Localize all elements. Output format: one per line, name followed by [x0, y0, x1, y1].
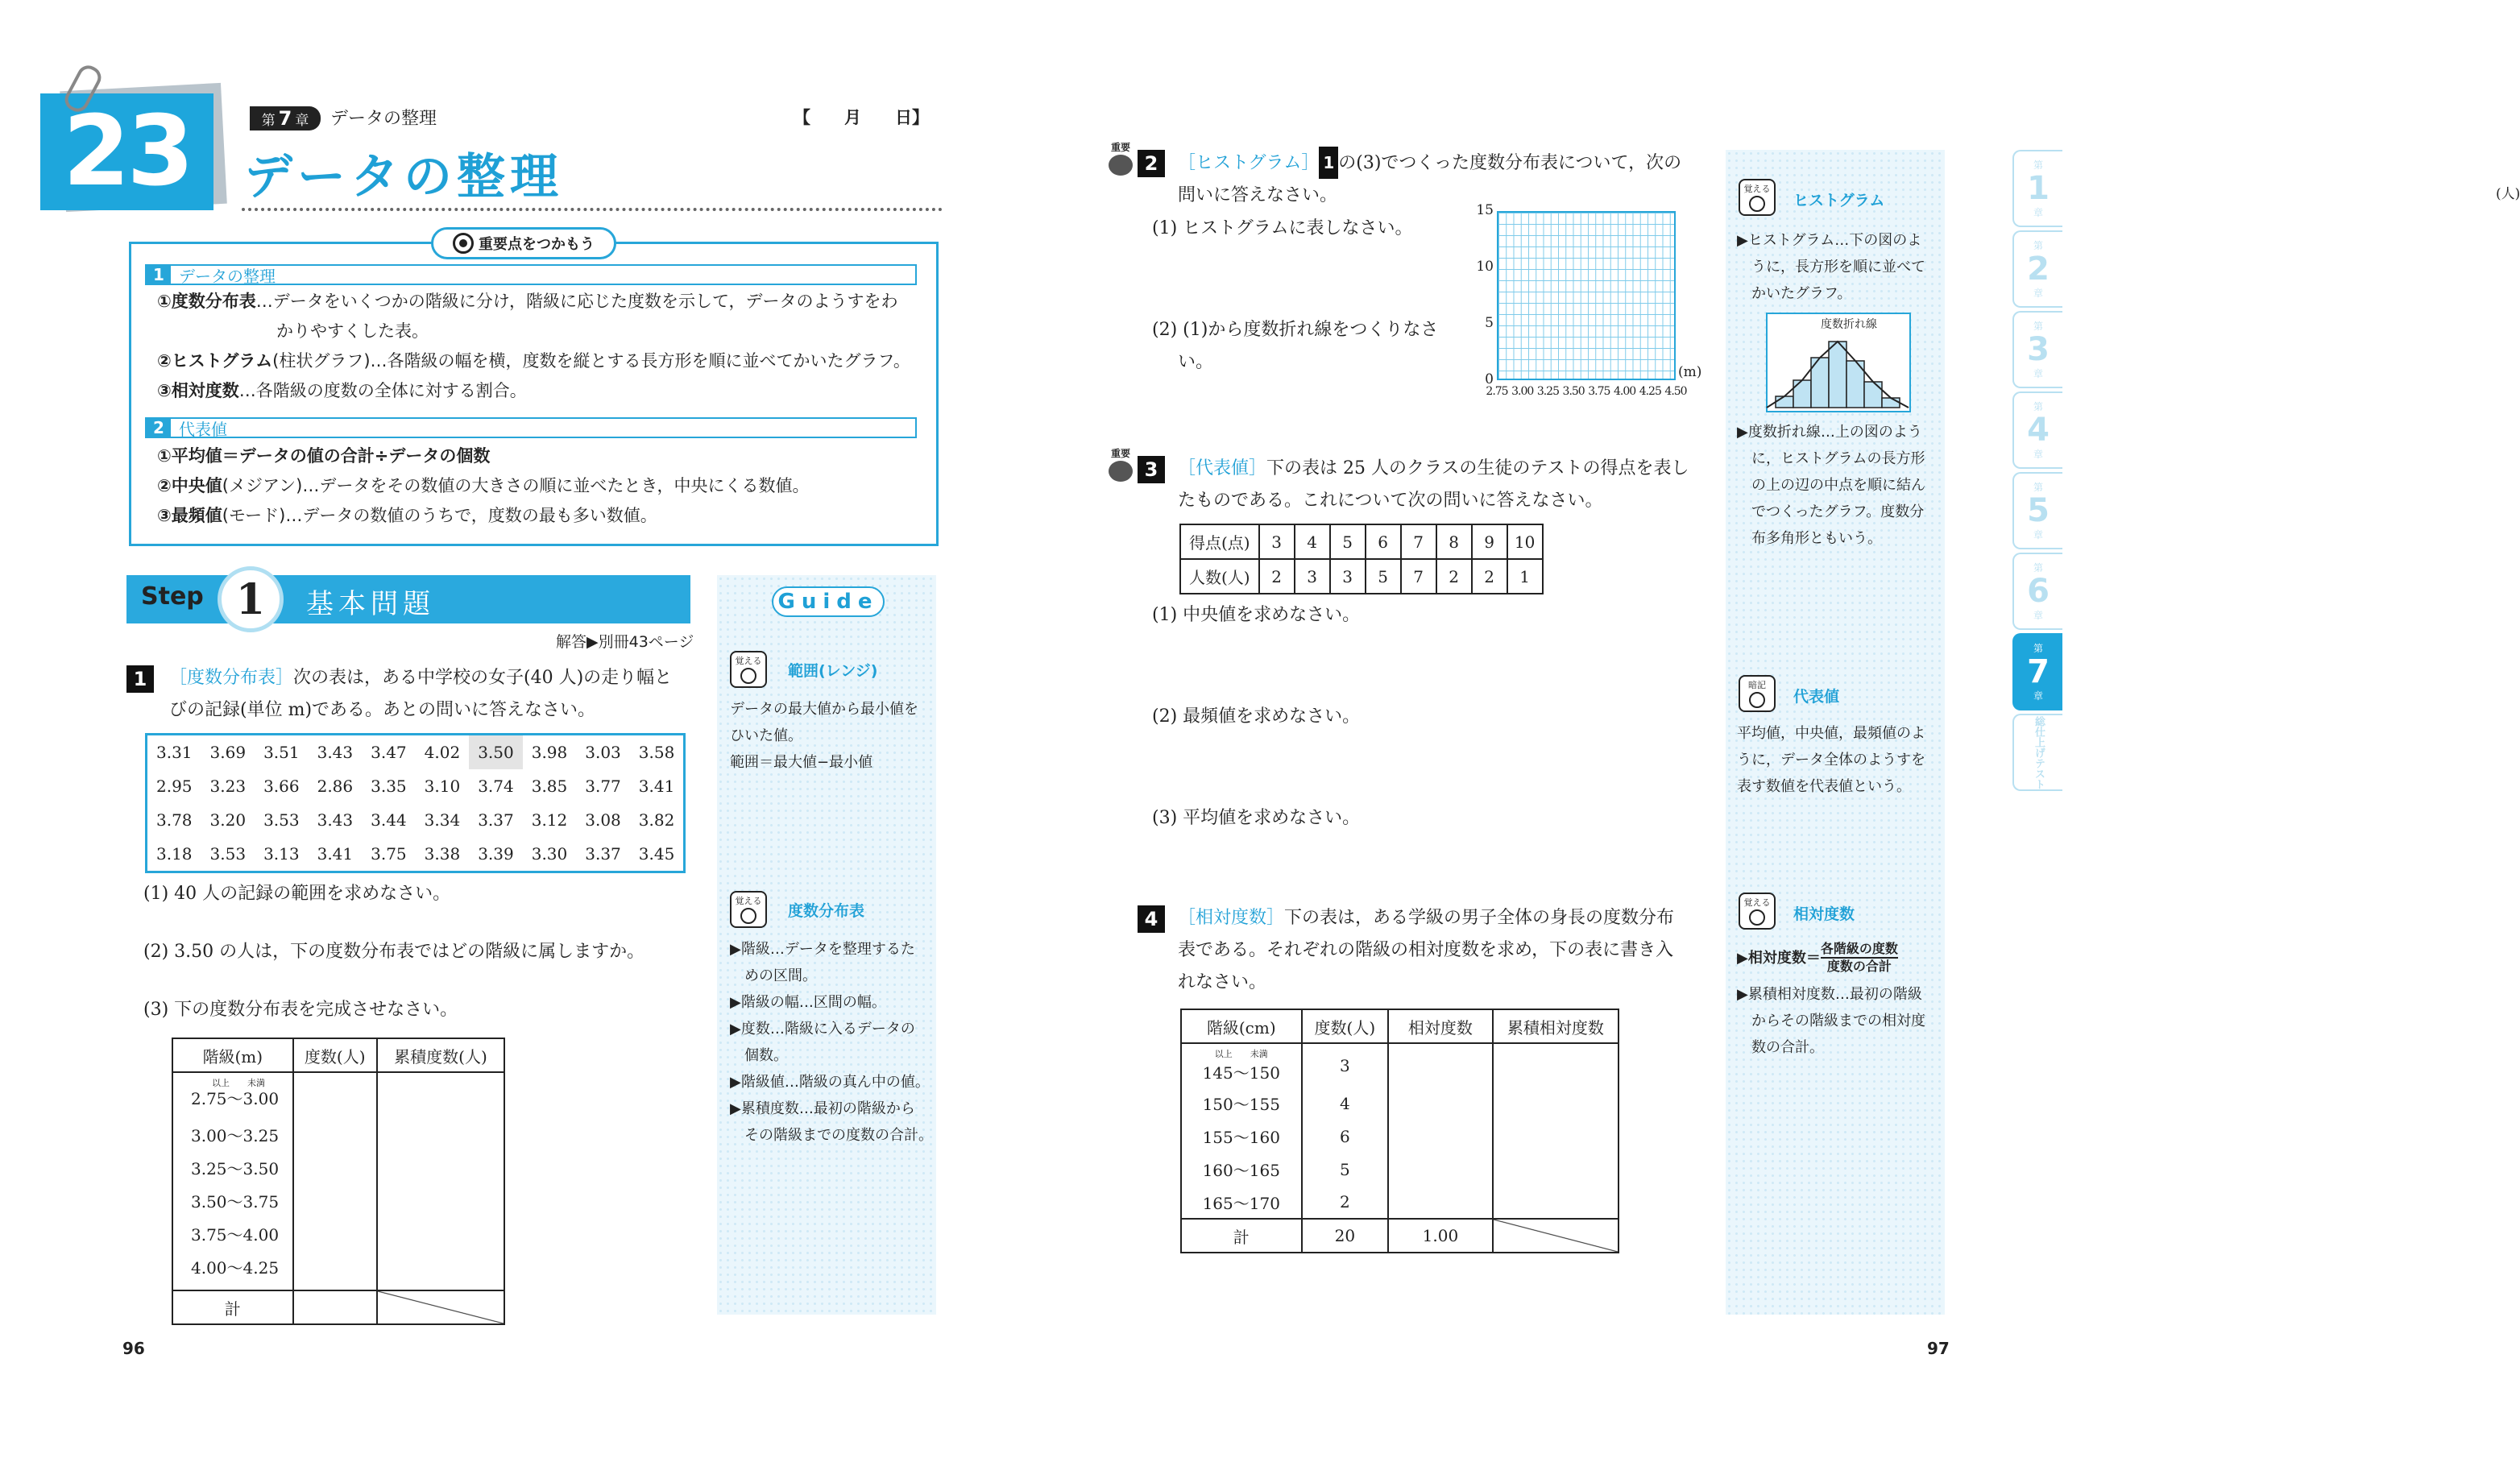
row-label: 人数(人): [1180, 559, 1259, 594]
table-cell: 3.51: [263, 743, 300, 762]
guide-range-head: 範囲(レンジ): [788, 662, 878, 680]
table-cell: 3.39: [478, 844, 514, 864]
section-number: 2: [147, 419, 171, 437]
example-bar: [1882, 398, 1900, 408]
guide-polygon-text: ▶度数折れ線…上の図のよう に，ヒストグラムの長方形 の上の辺の中点を順に結ん でつくったグラフ。度数分 布多角形ともいう。: [1737, 424, 1925, 547]
table-cell: 3.37: [478, 810, 514, 830]
score-cell: 10: [1507, 524, 1543, 559]
memorize-icon: 暗記: [1739, 675, 1776, 712]
table-cell: 3.10: [424, 777, 461, 796]
keypoints-label-text: 重要点をつかもう: [479, 236, 595, 253]
x-tick-label: 3.75: [1588, 385, 1610, 398]
class-interval: 4.00〜4.25: [191, 1258, 280, 1278]
kp-line: ②中央値(メジアン)…データをその数値の大きさの順に並べたとき，中央にくる数値。: [157, 476, 810, 495]
score-cell: 7: [1401, 559, 1436, 594]
table-cell: 3.58: [638, 743, 675, 762]
guide-histogram-text: ▶ヒストグラム…下の図のよ うに，長方形を順に並べて かいたグラフ。: [1737, 232, 1925, 302]
chapter-tab[interactable]: 第 1 章: [2012, 150, 2062, 227]
score-cell: 2: [1472, 559, 1507, 594]
class-interval: 150〜155: [1181, 1087, 1302, 1120]
chapter-tab[interactable]: 第 2 章: [2012, 230, 2062, 308]
page-number: 97: [1927, 1339, 1950, 1358]
guide-range-text: データの最大値から最小値を ひいた値。 範囲＝最大値−最小値: [730, 701, 918, 771]
cumulative-relative-answer-cell[interactable]: [1493, 1087, 1619, 1120]
table-row: [147, 769, 685, 803]
example-bar: [1776, 396, 1793, 408]
table-cell: 3.78: [156, 810, 193, 830]
x-tick-label: 2.75: [1486, 385, 1508, 398]
table-cell: 3.82: [638, 810, 675, 830]
question-1-sub3: (3) 下の度数分布表を完成させなさい。: [143, 1000, 458, 1020]
section-title: データの整理: [179, 266, 276, 286]
score-cell: 4: [1295, 524, 1330, 559]
table-cell: 3.66: [263, 777, 300, 796]
question-3-sub2: (2) 最頻値を求めなさい。: [1152, 706, 1361, 727]
x-tick-label: 4.00: [1613, 385, 1636, 398]
score-cell: 2: [1436, 559, 1472, 594]
memorize-icon: 覚える: [730, 651, 767, 688]
question-2-sub1: (1) ヒストグラムに表しなさい。: [1152, 218, 1413, 238]
total-frequency: 20: [1302, 1219, 1389, 1253]
chapter-tab[interactable]: 第 5 章: [2012, 472, 2062, 549]
score-cell: 5: [1366, 559, 1401, 594]
chapter-title: データの整理: [330, 109, 437, 129]
table-row: [1181, 1043, 1619, 1087]
important-icon: 重要: [1107, 142, 1134, 179]
question-2-text: ［ヒストグラム］ 1 の(3)でつくった度数分布表について，次の 問いに答えなさい。: [1178, 147, 1943, 212]
x-tick-label: 3.50: [1562, 385, 1585, 398]
chapter-badge-prefix: 第: [261, 112, 276, 129]
table-cell: 3.75: [371, 844, 407, 864]
header-class: 階級(cm): [1181, 1009, 1302, 1043]
chapter-badge-number: 7: [278, 107, 292, 130]
guide-freqdist-text: ▶階級…データを整理するた めの区間。 ▶階級の幅…区間の幅。 ▶度数…階級に入るデータの 個数。 ▶階級値…階級の真ん中の値。 ▶累積度数…最初の階級から その階級までの度数の合計。: [730, 941, 933, 1144]
guide-relative-formula: ▶相対度数＝ 各階級の度数 度数の合計: [1737, 941, 1898, 974]
question-number: 3: [1138, 456, 1165, 483]
section-title: 代表値: [179, 419, 227, 439]
table-cell: 3.53: [263, 810, 300, 830]
y-tick-label: 10: [1476, 259, 1494, 275]
chapter-tab[interactable]: 第 3 章: [2012, 311, 2062, 388]
title-divider: [242, 208, 943, 211]
x-axis-label: (m): [1678, 364, 1702, 380]
answer-reference: 解答▶別冊43ページ: [556, 633, 694, 651]
frequency-table: [172, 1038, 505, 1325]
question-3-text: ［代表値］下の表は 25 人のクラスの生徒のテストの得点を表し たものである。これについて次の問いに答えなさい。: [1178, 458, 1689, 511]
class-interval: 3.75〜4.00: [191, 1225, 280, 1245]
score-cell: 7: [1401, 524, 1436, 559]
guide-representative-text: 平均値，中央値，最頻値のよ うに，データ全体のようすを 表す数値を代表値という。: [1737, 725, 1925, 795]
question-3-sub1: (1) 中央値を求めなさい。: [1152, 605, 1361, 625]
step-title: 基本問題: [306, 588, 435, 620]
x-tick-label: 3.00: [1511, 385, 1534, 398]
chapter-tab[interactable]: 総仕上げテスト: [2012, 714, 2062, 791]
lesson-title: データの整理: [244, 149, 563, 205]
question-1-sub1: (1) 40 人の記録の範囲を求めなさい。: [143, 884, 451, 904]
guide-representative-head: 代表値: [1793, 688, 1840, 706]
left-page: [0, 0, 1031, 1458]
table-cell: 3.43: [317, 810, 354, 830]
table-cell: 3.30: [531, 844, 568, 864]
class-interval: 160〜165: [1181, 1153, 1302, 1186]
keypoints-label: [431, 227, 616, 259]
question-number: 2: [1138, 150, 1165, 177]
score-cell: 5: [1330, 524, 1366, 559]
table-cell: 3.47: [371, 743, 407, 762]
total-cumulative-cell: [377, 1290, 504, 1324]
score-cell: 6: [1366, 524, 1401, 559]
table-row: [1181, 1153, 1619, 1186]
question-1-text: ［度数分布表］次の表は，ある中学校の女子(40 人)の走り幅と びの記録(単位 m)である。あとの問いに答えなさい。: [169, 668, 673, 720]
class-list: 以上 未満 2.75〜3.00 3.00〜3.25 3.25〜3.50 3.50〜3.75 3.75〜4.00 4.00〜4.25: [172, 1072, 293, 1290]
frequency-cell: 2: [1302, 1186, 1389, 1219]
table-row: [147, 837, 685, 872]
table-cell: 3.03: [585, 743, 621, 762]
table-cell: 3.35: [371, 777, 407, 796]
jump-record-table: [145, 733, 686, 873]
y-tick-label: 5: [1485, 315, 1494, 331]
question-3-sub3: (3) 平均値を求めなさい。: [1152, 808, 1361, 828]
table-cell: 3.37: [585, 844, 621, 864]
section-head-representative: [145, 417, 917, 438]
example-bar: [1829, 342, 1846, 408]
right-page: [1031, 0, 2520, 1458]
table-cell: 3.50: [469, 735, 523, 770]
question-number: 4: [1138, 905, 1165, 933]
table-cell: 3.74: [478, 777, 514, 796]
table-cell: 3.12: [531, 810, 568, 830]
y-tick-label: 0: [1485, 371, 1494, 387]
frequency-cell: 6: [1302, 1120, 1389, 1153]
lesson-number: 23: [40, 93, 213, 210]
score-cell: 8: [1436, 524, 1472, 559]
x-tick-label: 4.50: [1664, 385, 1687, 398]
x-tick-label: 4.25: [1639, 385, 1661, 398]
score-table: [1179, 524, 1544, 594]
table-cell: 3.13: [263, 844, 300, 864]
section-number: 1: [147, 266, 171, 284]
table-row: [1181, 1120, 1619, 1153]
chapter-tab[interactable]: 第 4 章: [2012, 391, 2062, 469]
chapter-tab[interactable]: 第 6 章: [2012, 553, 2062, 630]
section1-lines: [157, 287, 930, 406]
header-class: 階級(m): [172, 1038, 293, 1072]
table-cell: 3.18: [156, 844, 193, 864]
cumulative-relative-answer-cell[interactable]: [1493, 1186, 1619, 1219]
table-row: [147, 735, 685, 770]
important-icon: 重要: [1107, 448, 1134, 485]
y-axis-label: (人): [2496, 186, 2520, 202]
x-tick-label: 3.25: [1536, 385, 1559, 398]
figure-label: 度数折れ線: [1821, 316, 1877, 332]
date-box: 【 月 日】: [794, 108, 929, 127]
table-cell: 3.20: [209, 810, 247, 830]
section2-lines: [157, 441, 930, 531]
frequency-cell: 4: [1302, 1087, 1389, 1120]
table-cell: 3.41: [638, 777, 675, 796]
question-number: 1: [126, 665, 154, 693]
relative-answer-cell[interactable]: [1388, 1153, 1493, 1186]
table-cell: 3.98: [531, 743, 568, 762]
score-cell: 9: [1472, 524, 1507, 559]
header-relative: 相対度数: [1388, 1009, 1493, 1043]
frequency-cell: 5: [1302, 1153, 1389, 1186]
guide-title: Guide: [772, 586, 885, 617]
table-cell: 3.38: [424, 844, 461, 864]
histogram-grid[interactable]: [1497, 211, 1676, 380]
cumulative-relative-answer-cell[interactable]: [1493, 1153, 1619, 1186]
kp-line: ①平均値＝データの値の合計÷データの個数: [157, 446, 491, 466]
question-1-sub2: (2) 3.50 の人は，下の度数分布表ではどの階級に属しますか。: [143, 942, 645, 962]
table-cell: 3.31: [156, 743, 193, 762]
total-row: [1181, 1219, 1619, 1253]
class-interval: 2.75〜3.00: [191, 1089, 280, 1108]
table-cell: 3.85: [531, 777, 568, 796]
row-label: 得点(点): [1180, 524, 1259, 559]
header-cumulative: 累積度数(人): [377, 1038, 504, 1072]
ref-question-number: 1: [1319, 147, 1338, 179]
score-cell: 1: [1507, 559, 1543, 594]
cumulative-relative-answer-cell[interactable]: [1493, 1043, 1619, 1087]
guide-cumulative-text: ▶累積相対度数…最初の階級 からその階級までの相対度 数の合計。: [1737, 986, 1925, 1056]
relative-frequency-table: [1180, 1009, 1619, 1253]
class-interval: 3.25〜3.50: [191, 1159, 280, 1178]
chapter-badge-suffix: 章: [295, 112, 309, 129]
relative-answer-cell[interactable]: [1388, 1186, 1493, 1219]
table-cell: 3.23: [209, 777, 247, 796]
table-cell: 3.77: [585, 777, 621, 796]
kp-line: ①度数分布表…データをいくつかの階級に分け，階級に応じた度数を示して，データのようすをわ: [157, 292, 898, 311]
step-number: 1: [218, 566, 284, 632]
table-cell: 4.02: [424, 743, 461, 762]
table-cell: 3.34: [424, 810, 461, 830]
target-icon: [453, 233, 474, 254]
table-row: [147, 803, 685, 837]
question-4-text: ［相対度数］下の表は，ある学級の男子全体の身長の度数分布 表である。それぞれの階級の相対度数を求め，下の表に書き入 れなさい。: [1178, 908, 1675, 992]
header-frequency: 度数(人): [293, 1038, 377, 1072]
table-cell: 2.95: [156, 777, 193, 796]
score-cell: 3: [1330, 559, 1366, 594]
table-cell: 3.44: [371, 810, 407, 830]
page-number: 96: [122, 1339, 145, 1358]
class-interval: 155〜160: [1181, 1120, 1302, 1153]
example-bar: [1864, 382, 1882, 408]
total-frequency-cell[interactable]: [293, 1290, 377, 1324]
step-word: Step: [141, 582, 204, 611]
header-cumulative-relative: 累積相対度数: [1493, 1009, 1619, 1043]
chapter-tab[interactable]: 第 7 章: [2012, 633, 2062, 710]
memorize-icon: 覚える: [730, 891, 767, 928]
guide-relative-head: 相対度数: [1793, 905, 1855, 923]
table-cell: 3.43: [317, 743, 354, 762]
chapter-badge: [250, 106, 321, 130]
table-cell: 3.41: [317, 844, 354, 864]
relative-answer-cell[interactable]: [1388, 1087, 1493, 1120]
total-label: 計: [1181, 1219, 1302, 1253]
header-frequency: 度数(人): [1302, 1009, 1389, 1043]
class-interval: 以上 未満 145〜150: [1181, 1043, 1302, 1087]
table-row: [1181, 1087, 1619, 1120]
question-2-sub2: (2) (1)から度数折れ線をつくりなさ い。: [1152, 320, 1439, 372]
y-tick-label: 15: [1476, 202, 1494, 218]
relative-answer-cell[interactable]: [1388, 1120, 1493, 1153]
table-cell: 3.69: [209, 743, 247, 762]
total-cumulative-cell: [1493, 1219, 1619, 1253]
cumulative-answer-cell[interactable]: [377, 1072, 504, 1290]
cumulative-relative-answer-cell[interactable]: [1493, 1120, 1619, 1153]
class-interval: 3.00〜3.25: [191, 1126, 280, 1145]
total-relative: 1.00: [1388, 1219, 1493, 1253]
relative-answer-cell[interactable]: [1388, 1043, 1493, 1087]
memorize-icon: 覚える: [1739, 893, 1776, 930]
example-bar: [1793, 380, 1811, 408]
score-cell: 3: [1295, 559, 1330, 594]
guide-freqdist-head: 度数分布表: [788, 902, 865, 920]
table-cell: 3.45: [638, 844, 675, 864]
table-cell: 3.08: [585, 810, 621, 830]
memorize-icon: 覚える: [1739, 179, 1776, 216]
kp-line: ②ヒストグラム(柱状グラフ)…各階級の幅を横，度数を縦とする長方形を順に並べてかいたグラフ。: [157, 351, 910, 371]
frequency-answer-cell[interactable]: [293, 1072, 377, 1290]
kp-line: かりやすくした表。: [276, 321, 429, 341]
table-cell: 2.86: [317, 777, 354, 796]
score-cell: 2: [1259, 559, 1295, 594]
total-label: 計: [172, 1290, 293, 1324]
section-head-data: [145, 264, 917, 285]
score-cell: 3: [1259, 524, 1295, 559]
table-cell: 3.53: [209, 844, 247, 864]
guide-histogram-head: ヒストグラム: [1793, 192, 1885, 209]
class-interval: 165〜170: [1181, 1186, 1302, 1219]
table-row: [1181, 1186, 1619, 1219]
kp-line: ③最頻値(モード)…データの数値のうちで，度数の最も多い数値。: [157, 506, 657, 525]
frequency-cell: 3: [1302, 1043, 1389, 1087]
kp-line: ③相対度数…各階級の度数の全体に対する割合。: [157, 381, 527, 400]
question-tag: ［度数分布表］: [169, 668, 294, 688]
class-interval: 3.50〜3.75: [191, 1192, 280, 1212]
